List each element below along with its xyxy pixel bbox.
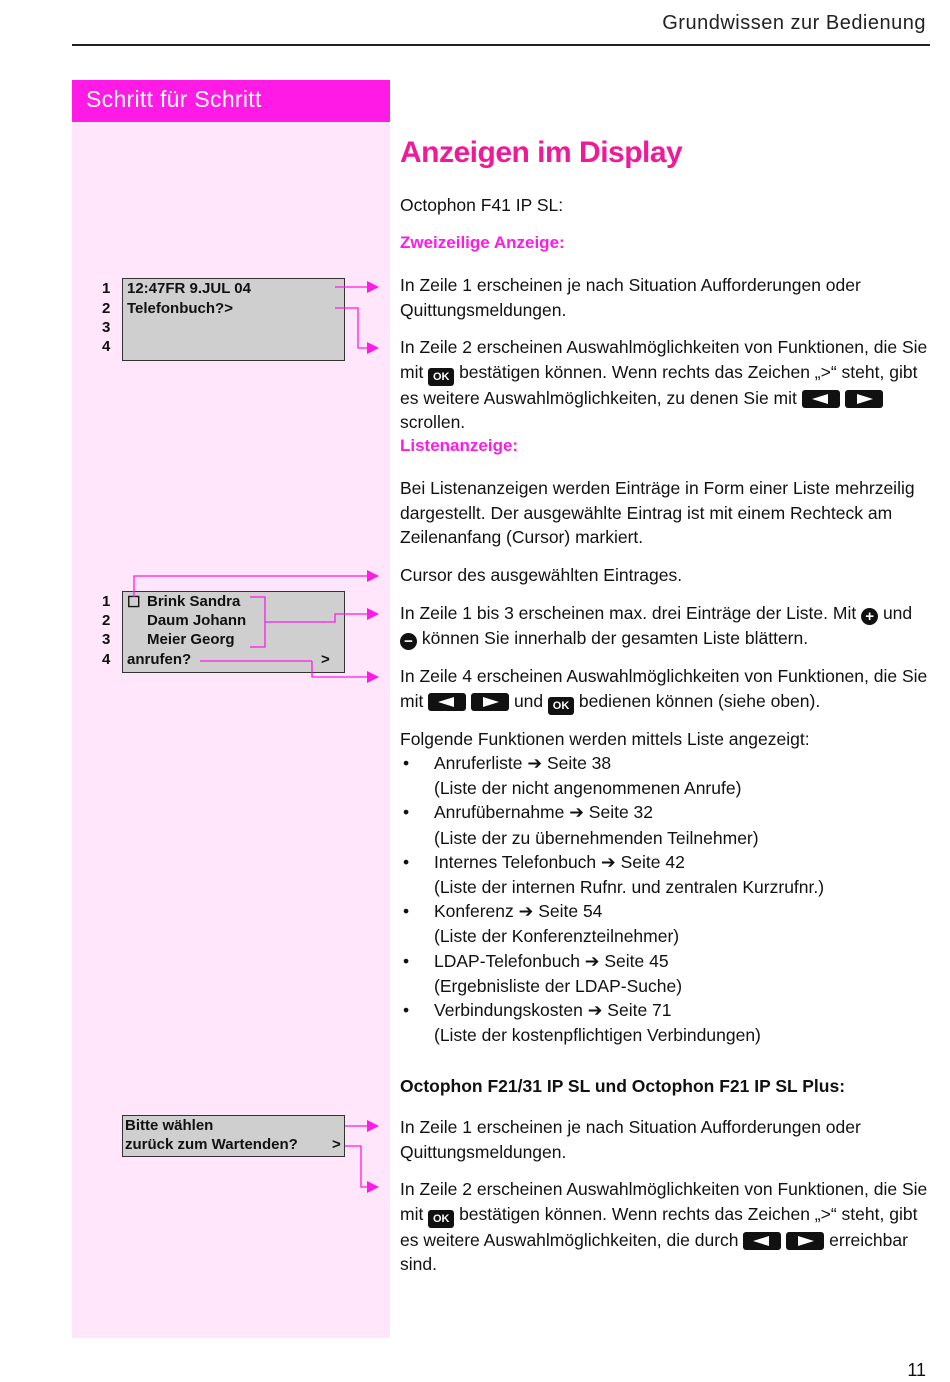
list-action: anrufen?	[127, 651, 192, 668]
page-number: 11	[907, 1360, 926, 1380]
list-item: • Verbindungskosten ➔ Seite 71	[400, 998, 928, 1023]
list-entry: Meier Georg	[147, 631, 235, 648]
display1-line-number: 4	[102, 338, 111, 355]
list-row4-description: In Zeile 4 erscheinen Auswahlmöglichkeiten von Funktionen, die Sie mit und OK bedienen können (siehe oben).	[400, 664, 928, 715]
list-item: • Anruferliste ➔ Seite 38	[400, 751, 928, 776]
ok-key-icon: OK	[428, 1210, 454, 1228]
list-rows-description: In Zeile 1 bis 3 erscheinen max. drei Einträge der Liste. Mit + und − können Sie innerhalb der gesamten Liste blättern.	[400, 603, 913, 650]
list-item: • LDAP-Telefonbuch ➔ Seite 45	[400, 949, 928, 974]
list-item-desc: (Liste der Konferenzteilnehmer)	[434, 926, 680, 947]
display2-line-number: 3	[102, 631, 111, 648]
arrow-right-icon: ➔	[584, 951, 600, 972]
connector-arrow	[345, 1146, 378, 1187]
arrow-right-icon: ➔	[601, 852, 616, 873]
connector-arrow	[312, 661, 378, 677]
subheading-two-line: Zweizeilige Anzeige:	[400, 233, 565, 252]
subheading-list: Listenanzeige:	[400, 436, 519, 455]
running-header: Grundwissen zur Bedienung	[662, 12, 926, 34]
right-key-icon	[786, 1232, 824, 1250]
left-key-icon	[802, 390, 840, 408]
list-item: • Anrufübernahme ➔ Seite 32	[400, 800, 928, 825]
arrow-right-icon: ➔	[518, 902, 534, 923]
cursor-description: Cursor des ausgewählten Eintrages.	[400, 565, 683, 585]
page-reference[interactable]: Seite 38	[546, 753, 612, 773]
f21-paragraph-line2: In Zeile 2 erscheinen Auswahlmöglichkeiten von Funktionen, die Sie mit OK bestätigen können. Wenn rechts das Zeichen „>“ steht, gibt es weitere Auswahlmöglichkeiten, die durch erreichbar sind.	[400, 1179, 928, 1274]
page-reference[interactable]: Seite 54	[538, 901, 603, 922]
list-item-desc: (Liste der zu übernehmenden Teilnehmer)	[434, 827, 759, 848]
model-label-f21: Octophon F21/31 IP SL und Octophon F21 IP SL Plus:	[400, 1076, 846, 1096]
minus-key-icon: −	[400, 633, 417, 650]
display2-line-number: 2	[102, 612, 111, 629]
display3-more-indicator: >	[332, 1136, 341, 1153]
connector-arrow	[265, 614, 378, 622]
f21-paragraph-line1: In Zeile 1 erscheinen je nach Situation Aufforderungen oder Quittungsmeldungen.	[400, 1117, 861, 1162]
display1-line-number: 1	[102, 280, 111, 297]
display3-line2: zurück zum Wartenden?	[125, 1136, 298, 1153]
list-entry: Brink Sandra	[147, 593, 241, 610]
list-item: • Konferenz ➔ Seite 54	[400, 899, 928, 924]
sidebar-title: Schritt für Schritt	[86, 86, 262, 112]
list-more-indicator: >	[321, 651, 330, 668]
display1-line2: Telefonbuch?>	[127, 300, 233, 317]
functions-intro: Folgende Funktionen werden mittels Liste angezeigt:	[400, 729, 810, 749]
functions-list	[400, 751, 928, 1047]
cursor-box: ☐	[127, 594, 141, 611]
page-reference[interactable]: Seite 32	[588, 802, 654, 823]
arrow-right-icon: ➔	[587, 1001, 603, 1022]
right-key-icon	[471, 693, 509, 711]
page-reference[interactable]: Seite 45	[604, 950, 669, 971]
ok-key-icon: OK	[428, 368, 454, 386]
display2-line-number: 1	[102, 593, 111, 610]
list-item: • Internes Telefonbuch ➔ Seite 42	[400, 850, 928, 875]
list-item-desc: (Liste der kostenpflichtigen Verbindungen)	[434, 1025, 761, 1046]
display1-line-number: 2	[102, 300, 111, 317]
display1-line-number: 3	[102, 319, 111, 336]
list-entry: Daum Johann	[147, 612, 247, 629]
left-key-icon	[743, 1232, 781, 1250]
list-item-desc: (Liste der nicht angenommenen Anrufe)	[434, 778, 742, 799]
paragraph-line1: In Zeile 1 erscheinen je nach Situation Aufforderungen oder Quittungsmeldungen.	[400, 275, 861, 320]
connector-arrow	[134, 576, 378, 597]
display1-line1: 12:47FR 9.JUL 04	[127, 280, 251, 297]
list-item-desc: (Ergebnisliste der LDAP-Suche)	[434, 975, 683, 996]
arrow-right-icon: ➔	[527, 754, 543, 774]
plus-key-icon: +	[861, 608, 878, 625]
page-reference[interactable]: Seite 71	[607, 1000, 672, 1021]
ok-key-icon: OK	[548, 697, 574, 715]
list-intro: Bei Listenanzeigen werden Einträge in Form einer Liste mehrzeilig dargestellt. Der ausgewählte Eintrag ist mit einem Rechteck am Zeilenanfang (Cursor) markiert.	[400, 478, 915, 547]
page-heading: Anzeigen im Display	[400, 136, 683, 169]
arrow-right-icon: ➔	[569, 803, 584, 824]
model-label-f41: Octophon F41 IP SL:	[400, 195, 564, 215]
display3-line1: Bitte wählen	[125, 1117, 214, 1134]
entry-bracket	[250, 597, 265, 647]
display2-line-number: 4	[102, 651, 111, 668]
paragraph-line2: In Zeile 2 erscheinen Auswahlmöglichkeiten von Funktionen, die Sie mit OK bestätigen können. Wenn rechts das Zeichen „>“ steht, gibt es weitere Auswahlmöglichkeiten, zu denen Sie mit scrollen.	[400, 337, 928, 432]
left-key-icon	[428, 693, 466, 711]
list-item-desc: (Liste der internen Rufnr. und zentralen Kurzrufnr.)	[434, 877, 825, 898]
page-reference[interactable]: Seite 42	[620, 851, 685, 872]
right-key-icon	[845, 390, 883, 408]
connector-arrow	[335, 308, 378, 348]
